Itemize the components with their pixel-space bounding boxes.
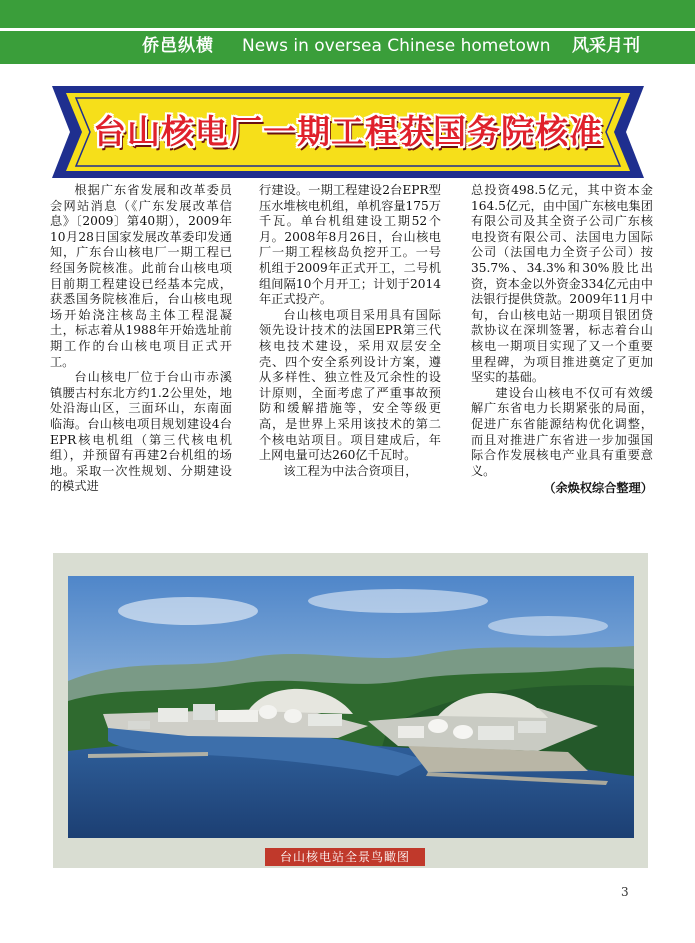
paragraph: 行建设。一期工程建设2台EPR型压水堆核电机组，单机容量175万千瓦。单台机组建设工期52个月。2008年8月26日，台山核电厂一期工程核岛负挖开工。一号机组于2009年正式开工，二号机组间隔10个月开工；计划于2014年正式投产。 [259, 183, 441, 307]
paragraph: 台山核电厂位于台山市赤溪镇腰古村东北方约1.2公里处，地处沿海山区，三面环山，东南面临海。台山核电项目规划建设4台EPR核电机组（第三代核电机组），并预留有再建2台机组的场地。采取一次性规划、分期建设的模式进 [50, 370, 232, 494]
page-number: 3 [621, 885, 629, 899]
paragraph: 建设台山核电不仅可有效缓解广东省电力长期紧张的局面，促进广东省能源结构优化调整，而且对推进广东省进一步加强国际合作发展核电产业具有重要意义。 [471, 385, 653, 478]
article-title: 台山核电厂一期工程获国务院核准 [93, 112, 603, 151]
paragraph: 该工程为中法合资项目， [283, 463, 418, 478]
header-english-label: News in oversea Chinese hometown [242, 36, 551, 56]
text-column-1 [50, 183, 232, 495]
header-stripe [0, 28, 695, 31]
author-signature: （余焕权综合整理） [543, 481, 653, 496]
title-banner [52, 86, 644, 178]
paragraph: 总投资498.5亿元，其中资本金164.5亿元，由中国广东核电集团有限公司及其全资子公司广东核电投资有限公司、法国电力国际公司（法国电力全资子公司）按35.7%、34.3%和30%股比出资，资本金以外资金334亿元由中法银行提供贷款。2009年11月中旬，台山核电站一期项目银团贷款协议在深圳签署，标志着台山核电一期项目实现了又一个重要里程碑，为项目推进奠定了更加坚实的基础。 [471, 183, 653, 385]
paragraph: 台山核电项目采用具有国际领先设计技术的法国EPR第三代核电技术建设，采用双层安全壳、四个安全系列设计方案，遵从多样性、独立性及冗余性的设计原则，全面考虑了严重事故预防和缓解措施等，安全等级更高，是世界上采用该技术的第二个核电站项目。项目建成后，年上网电量可达260亿千瓦时。 [259, 307, 441, 463]
photo-caption: 台山核电站全景鸟瞰图 [265, 848, 425, 866]
header-magazine-name: 风采月刊 [572, 36, 640, 56]
nuclear-plant-aerial-image [68, 576, 634, 838]
text-column-2 [259, 183, 441, 479]
paragraph: 根据广东省发展和改革委员会网站消息（《广东发展改革信息》〔2009〕第40期），2009年10月28日国家发展改革委印发通知，广东台山核电厂一期工程已经国务院核准。此前台山核电项目前期工程建设已经基本完成，获悉国务院核准后，台山核电现场开始浇注核岛主体工程混凝土，标志着从1988年开始选址前期工作的台山核电项目正式开工。 [50, 183, 232, 369]
text-column-3 [471, 183, 653, 497]
photo-frame [53, 553, 648, 868]
header-section-label: 侨邑纵横 [142, 36, 214, 56]
aerial-view-illustration [68, 576, 634, 838]
header-band [0, 0, 695, 64]
